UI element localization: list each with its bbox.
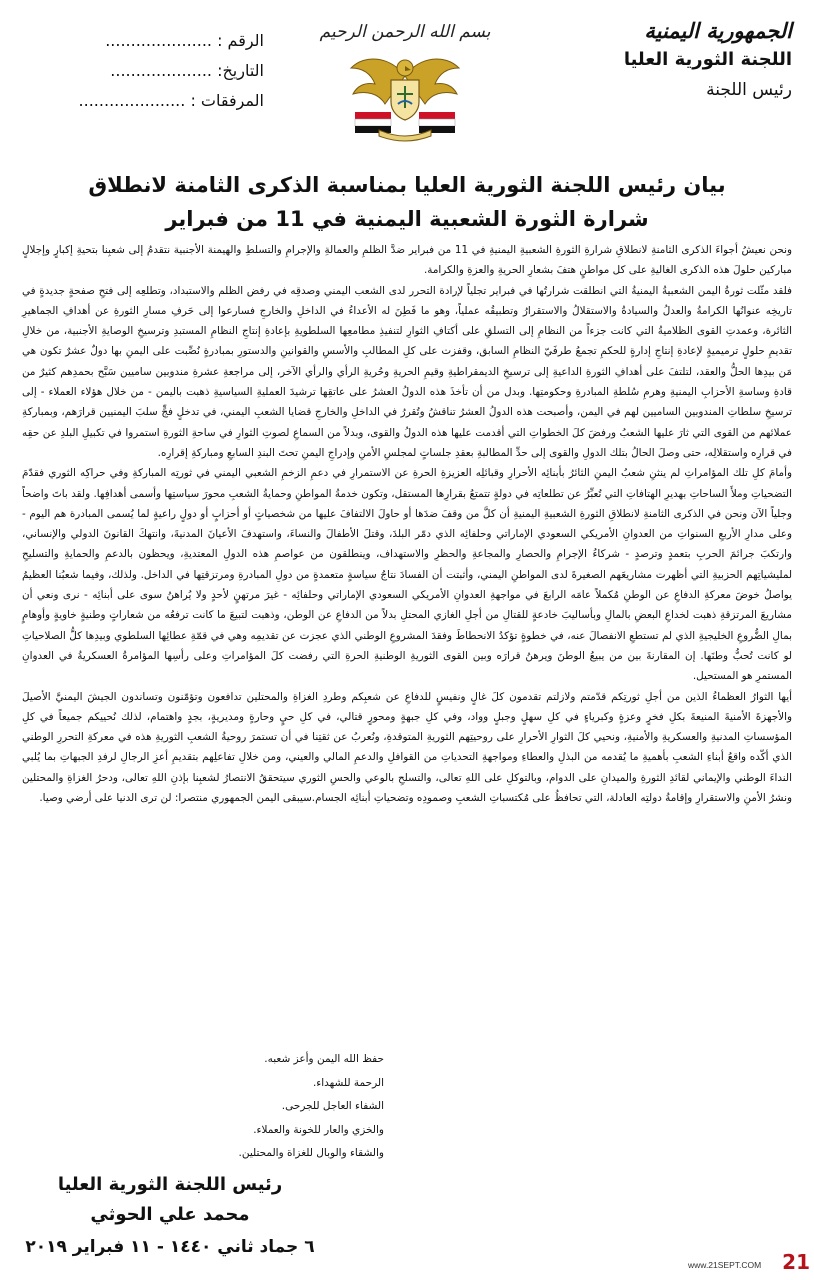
site-watermark: [688, 1250, 810, 1276]
committee-role: رئيس اللجنة: [706, 80, 792, 100]
signature-block: [20, 1170, 320, 1264]
closing-line: حفظ الله اليمن وأعز شعبه.: [264, 1053, 384, 1065]
watermark-url: www.21SEPT.COM: [688, 1260, 762, 1270]
statement-body: [22, 240, 792, 808]
statement-title: بيان رئيس اللجنة الثورية العليا بمناسبة الذكرى الثامنة لانطلاق شرارة الثورة الشعبية اليمنية في 11 من فبراير: [88, 173, 726, 231]
letterhead-emblem-block: [280, 22, 530, 144]
attachments-field: المرفقات : .....................: [78, 91, 264, 110]
basmala: بسم الله الرحمن الرحيم: [319, 22, 491, 42]
signatory-title: رئيس اللجنة الثورية العليا: [57, 1174, 283, 1195]
signatory-name: محمد علي الحوثي: [90, 1204, 250, 1225]
watermark-logo-number: 21: [782, 1250, 810, 1274]
closing-salutations: [124, 1048, 384, 1166]
closing-line: الرحمة للشهداء.: [312, 1076, 384, 1089]
body-paragraph: أيها الثوارُ العظماءُ الذين من أجلِ ثورتِكم قدّمتم ولازلتم تقدمون كلَ غالٍ ونفيسٍ للدفاعِ عن شعبِكم وطردِ الغزاةِ والمحتلين تدافعون وتؤمّنون وتساندون الجيشَ اليمنيَّ الأصيلَ والأجهزةَ الأمنيةَ المنيعةَ بكلِ فخرٍ وعزةٍ وكبرياءٍ في كلِ سهلٍ وجبلٍ وواد، وفي كلِ جبهةٍ ومحورٍ قتالي، في كلِ حيٍ وحارةٍ ومديريةٍ، بجدٍ واهتمام، لذلك نُحييكم جميعاً في كلِ المؤسساتِ المدنيةِ والعسكريةِ والأمنيةِ، ونحيي كلَ الثوارِ الأحرارِ على روحيتِهم الثوريةِ المتوقدةِ، ونُعربُ عن ثقتِنا في أن تستمرَ روحيةُ الشعبِ الثوريةِ هذه في معركةِ التحررِ الوطني الذي أكّده واقعُ أبناءِ الشعبِ بأهميةِ ما يُقدمه من البذلِ والعطاءِ ومواجهةِ التحدياتِ من القوافلِ والدعمِ المالي والعيني، ومن خلالِ تفاعلِهم بتقديمِ أعزِ الرجالِ لرفدِ الجبهاتِ بما يُلبي النداءَ الوطني والإيماني لقائدِ الثورةِ والميدانِ على الدوام، وبالتوكلِ على اللهِ تعالى، والتسلحِ بالوعي والحسِ الثوري سيتحققُ الانتصارُ لشعبِنا بإذنِ اللهِ تعالى، ودحرُ الغزاةِ والمحتلين ونشرُ الأمنِ والاستقرارِ وإقامةُ دولتِه العادلة، التي تحافظُ على مُكتسباتِ الشعبِ وصمودِه وتضحياتِ أبنائِه الجسام.سيبقى اليمن الجمهوري منتصرا: لن ترى الدنيا على أرضي وصيا.: [22, 690, 792, 805]
date-field: التاريخ: ....................: [110, 61, 264, 80]
yemen-eagle-emblem-icon: [345, 46, 465, 144]
body-paragraph: ونحن نعيشُ أجواءَ الذكرى الثامنةِ لانطلاقِ شرارةِ الثورةِ الشعبيةِ اليمنيةِ في 11 من فبراير ضدَّ الظلمِ والعمالةِ والإجرامِ والتسلطِ والهيمنة الأجنبية نتقدمُ إلى شعبِنا بتحيةِ إكبارٍ وإجلالٍ مباركين حلولَ هذه الذكرى الغاليةِ على كل مواطنٍ هتفَ بشعارِ الحريةِ والعزةِ والكرامة.: [22, 244, 792, 277]
body-paragraph: فلقد مثّلت ثورةُ اليمن الشعبيةُ اليمنيةُ التي انطلقت شرارتُها في فبراير تجلياً لإرادة التحرر لدى الشعب اليمني وصدقِه في رفض الظلم والاستبداد، وتطلعِه إلى فتحِ صفحةٍ جديدةٍ في تاريخِه عنوانُها الكرامةُ والعدلُ والسيادةُ والاستقلالُ والاستقرارُ وتطبيقُه عملياً، وهو ما فَطِنَ له الأعداءُ في الداخلِ والخارجِ فسارعوا إلى حَرفِ مسارِ الثورةِ عن أهدافِ الجماهيرِ الثائرة، وعمدتِ القوى الظلاميةُ التي كانت جزءاً من النظامِ إلى التسلقِ على أكتافِ الثوارِ لتنفيذِ مطامعِها السلطويةِ بإعادةِ إنتاجِ النظامِ المستبدِ وترسيخِ الوصايةِ الأجنبية، من خلالِ تقديمِ حلولٍ ترميميةٍ لإعادةِ إنتاجِ إدارةٍ للحكمِ تجمعُ طرفَيّ النظامِ السابق، وقفزت على كلِ المطالبِ والأسسِ والقوانينِ والدستورِ بمبادرةٍ نُصِّبت على اليمنِ بها دولٌ عشرٌ تكون هي مَن بيدِها الحلُّ والعقد، لتلتفَ على أهدافِ الثورةِ الداعيةِ إلى ترسيخِ الديمقراطيةِ وقيمِ الحريةِ وحُريةِ الرأي والرأي الآخر، إلى مراجعةِ عشرةِ مندوبين ساميين سَبَّح بحمدِهم كثيرٌ من قادةِ وساسةِ الأحزابِ اليمنيةِ وهرمِ سُلطةِ المبادرةِ وحكومتِها. وبدل من أن تأخذَ هذه الدولُ العشرُ على عاتقِها ترشيدَ العمليةِ السياسيةِ ذهبت باليمن - من خلال هؤلاء العملاء - إلى ترسيخِ سلطاتِ المندوبين الساميين لهم في اليمن، وأصبحت هذه الدولُ العشرُ تناقشُ وتُقررُ في الداخلِ والخارجِ قضايا الشعبِ اليمني، في تدخلٍ فجٍّ سلبَ اليمنيين قرارَهم، وبمباركةِ عملائهم من القوى التي ثارَ عليها الشعبُ ورفضَ كلَ الخطواتِ التي أقدمت عليها هذه الدولُ والقوى، وبدلاً من السماعِ لصوتِ الثوارِ في ساحةِ الثورةِ استمروا في تكبيلِ البلدِ عن حقِه في قرارِه واستقلالِه، حتى وصلَ الحالُ بتلك الدولِ والقوى إلى حدِّ المطالبةِ بعقدِ جلساتٍ لمجلسِ الأمنِ وإدراجِ اليمنِ تحتَ البندِ السابعِ ومباركةِ إقرارِه.: [22, 284, 792, 459]
state-name: الجمهورية اليمنية: [644, 18, 792, 43]
body-paragraph: وأمامَ كلِ تلك المؤامراتِ لم ينثنِ شعبُ اليمنِ الثائرُ بأبنائِه الأحرارِ وقبائلِه العزيزةِ الحرةِ عن الاستمرارِ في دعمِ الزخمِ الشعبي اليمني في ثورتِه المباركةِ وفي حراكِه الثوري فقدّمَ التضحياتِ وملأَ الساحاتِ بهديرِ الهتافاتِ التي تُعبِّرُ عن تطلعاتِه في دولةٍ تتمتعُ بقرارِها المستقل، وتكون خدمةُ المواطنِ وحمايةُ الشعبِ محورَ سياستِها وأسمى أهدافِها. ولقد باتَ واضحاً وجلياً الآن ونحن في الذكرى الثامنةِ لانطلاقِ الثورةِ الشعبيةِ اليمنيةِ أن كلَّ من وقفَ ضدَها أو حاولَ الالتفافَ عليها من شخصياتٍ أو أحزابٍ أو دولٍ راعيةٍ لما يُسمى المبادرة هم اليوم - وعلى مدارِ الأربعِ السنواتِ من العدوانِ الأمريكي السعودي الإماراتي وحلفائِه الذي دمّر البلدَ، وقتلَ الأطفالَ والنساءَ، واستهدفَ الأعيانَ المدنيةَ، وانتهكَ القانونَ الدولي والإنساني، وارتكبَ جرائمَ الحربِ بتعمدٍ وترصدٍ - شركاءُ الإجرامِ والحصارِ والمجاعةِ والحظرِ والاستهداف، وينطلقون من عواصمِ هذه الدولِ المعتديةِ، ويحظون بالدعمِ والحمايةِ والتسليحِ لمليشياتِهم الحزبيةِ التي أظهرت مشاريعَهم الصغيرةَ لدى المواطنِ اليمني، وأثبتت أن الفسادَ نتاجُ سياسةٍ متعمدةٍ من دولِ المبادرةِ ومرتزقتِها في الداخل. ولذلك، وفيما شعبُنا العظيمُ يواصلُ خوضَ معركةِ الدفاعِ عن الوطنِ مُكملاً عامَه الرابعَ في مواجهةِ العدوانِ الأمريكي السعودي الإماراتي وحلفائِه - غيرَ مرتهنٍ لأحدٍ ولا يُراهنُ سوى على أبنائِه - نرى ونعي أن مشاريعَ المرتزقةِ ذهبت لخداعِ البعضِ بالمالِ وبأساليبَ خادعةٍ للقتالِ من أجلِ الغازي المحتلِ بدلاً من الدفاعِ عن الوطن، وذهبت لتبيعَ ما كانت ترفعُه من شعاراتٍ وطنيةٍ خاويةٍ وأوهامٍ بمالِ الضُّروعِ الخليجيةِ الذي لم تستطعِ الانفصالَ عنه، في خطوةٍ تؤكدُ الانحطاطَ وفقدَ المشروعِ الوطني الذي عجزت عن تقديمِه وهي في قمّةِ عطائِها السلطوي وبيدِها كلُّ الصلاحياتِ لو كانت تُحبُّ وطنَها. إن المقارنةَ بين من يبيعُ الوطنَ ويرهنُ قرارَه وبين القوى الثوريةِ الوطنيةِ الحرةِ التي رفضت كلَ المؤامراتِ وعلى رأسِها المؤامرةُ العسكريةُ في العدوانِ المستمرِ هو المستحيل.: [22, 467, 792, 683]
letterhead-reference-fields: [14, 26, 264, 116]
closing-line: والشقاء والوبال للغزاة والمحتلين.: [238, 1147, 384, 1159]
committee-name: اللجنة الثورية العليا: [623, 49, 792, 70]
letterhead-issuer: [572, 18, 792, 100]
number-field: الرقم : .....................: [105, 31, 264, 50]
closing-line: والخزي والعار للخونة والعملاء.: [253, 1123, 384, 1136]
closing-line: الشفاء العاجل للجرحى.: [281, 1100, 384, 1112]
signature-date: ٦ جماد ثاني ١٤٤٠ - ١١ فبراير ٢٠١٩: [25, 1237, 315, 1257]
